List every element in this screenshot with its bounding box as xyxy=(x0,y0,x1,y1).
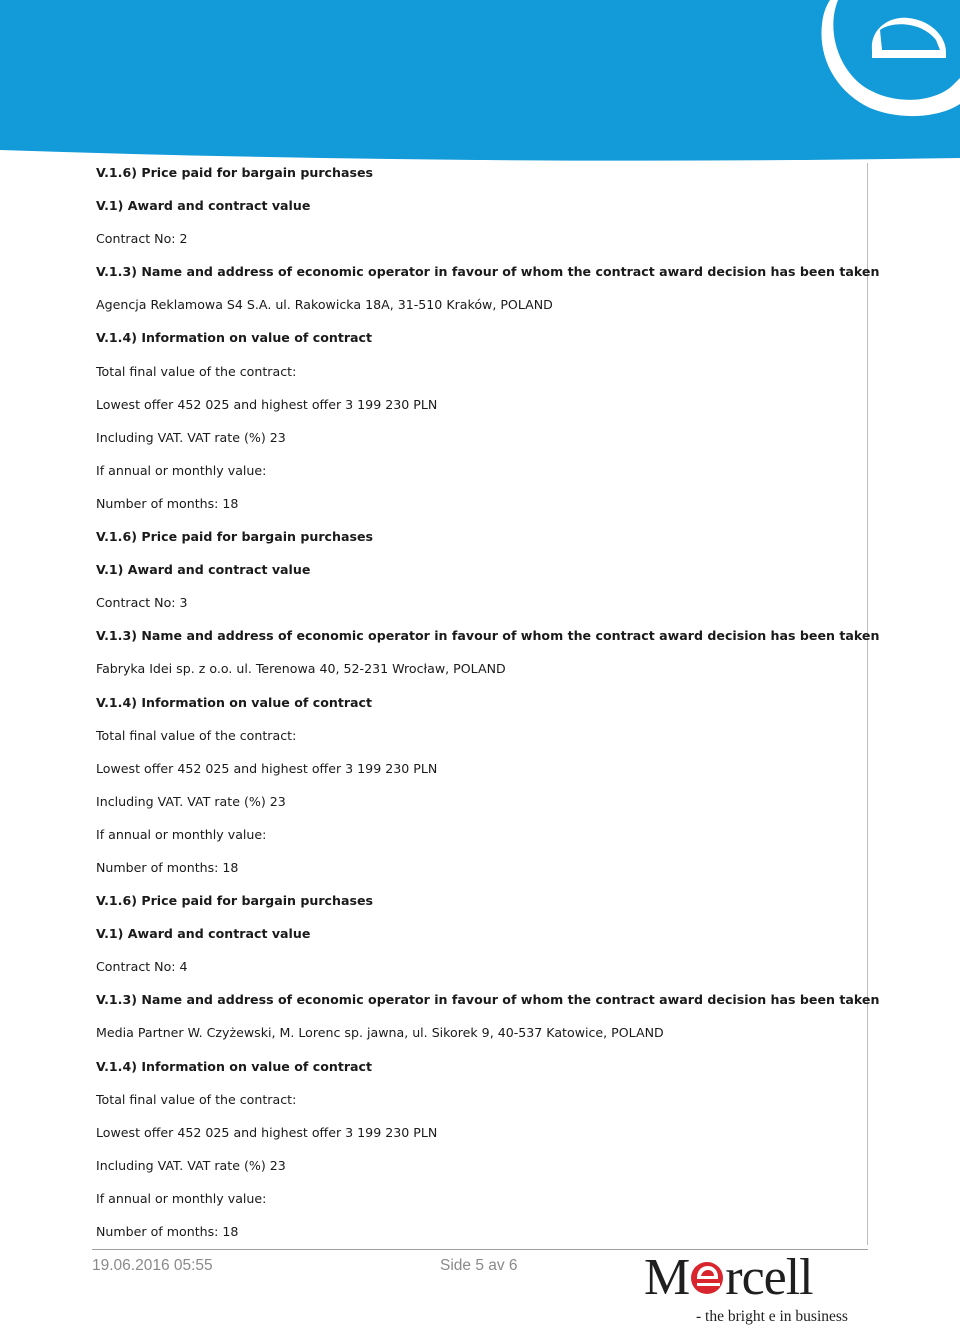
section-heading: V.1.4) Information on value of contract xyxy=(96,694,373,710)
footer-date: 19.06.2016 05:55 xyxy=(92,1257,213,1274)
body-text: Total final value of the contract: xyxy=(96,1091,297,1107)
e-swirl-logo-icon xyxy=(690,1256,724,1296)
body-text: Including VAT. VAT rate (%) 23 xyxy=(96,1157,286,1173)
logo-prefix: M xyxy=(644,1249,690,1306)
body-text: Total final value of the contract: xyxy=(96,363,297,379)
body-text: Contract No: 3 xyxy=(96,595,188,611)
page-number: Side 5 av 6 xyxy=(440,1257,518,1274)
document-body xyxy=(96,163,880,1255)
section-heading: V.1.6) Price paid for bargain purchases xyxy=(96,529,374,545)
section-heading: V.1) Award and contract value xyxy=(96,926,311,942)
body-text: Lowest offer 452 025 and highest offer 3 199 230 PLN xyxy=(96,396,438,412)
body-text: If annual or monthly value: xyxy=(96,462,267,478)
section-heading: V.1) Award and contract value xyxy=(96,198,311,214)
section-heading: V.1) Award and contract value xyxy=(96,562,311,578)
body-text: Number of months: 18 xyxy=(96,495,239,511)
body-text: Agencja Reklamowa S4 S.A. ul. Rakowicka 18A, 31-510 Kraków, POLAND xyxy=(96,297,553,313)
body-text: Including VAT. VAT rate (%) 23 xyxy=(96,429,286,445)
logo-wordmark xyxy=(644,1248,813,1307)
header-banner xyxy=(0,0,960,162)
body-text: Lowest offer 452 025 and highest offer 3 199 230 PLN xyxy=(96,760,438,776)
body-text: Contract No: 4 xyxy=(96,959,188,975)
body-text: Number of months: 18 xyxy=(96,1224,239,1239)
logo-tagline: - the bright e in business xyxy=(696,1308,848,1325)
logo-suffix: rcell xyxy=(725,1249,813,1306)
body-text: If annual or monthly value: xyxy=(96,826,267,842)
body-text: Including VAT. VAT rate (%) 23 xyxy=(96,793,286,809)
section-heading: V.1.3) Name and address of economic operator in favour of whom the contract award decision has been taken xyxy=(96,992,880,1008)
header-banner-graphic xyxy=(0,0,960,162)
body-text: Number of months: 18 xyxy=(96,859,239,875)
section-heading: V.1.3) Name and address of economic operator in favour of whom the contract award decision has been taken xyxy=(96,264,880,280)
section-heading: V.1.4) Information on value of contract xyxy=(96,330,373,346)
section-heading: V.1.3) Name and address of economic operator in favour of whom the contract award decision has been taken xyxy=(96,628,880,644)
body-text: Fabryka Idei sp. z o.o. ul. Terenowa 40, 52-231 Wrocław, POLAND xyxy=(96,661,506,677)
section-heading: V.1.6) Price paid for bargain purchases xyxy=(96,165,374,180)
body-text: Contract No: 2 xyxy=(96,231,188,247)
body-text: Lowest offer 452 025 and highest offer 3 199 230 PLN xyxy=(96,1124,438,1140)
body-text: Total final value of the contract: xyxy=(96,727,297,743)
body-text: Media Partner W. Czyżewski, M. Lorenc sp. jawna, ul. Sikorek 9, 40-537 Katowice, POLAND xyxy=(96,1025,664,1041)
body-text: If annual or monthly value: xyxy=(96,1190,267,1206)
section-heading: V.1.4) Information on value of contract xyxy=(96,1058,373,1074)
marcell-logo xyxy=(640,1249,880,1329)
section-heading: V.1.6) Price paid for bargain purchases xyxy=(96,893,374,909)
